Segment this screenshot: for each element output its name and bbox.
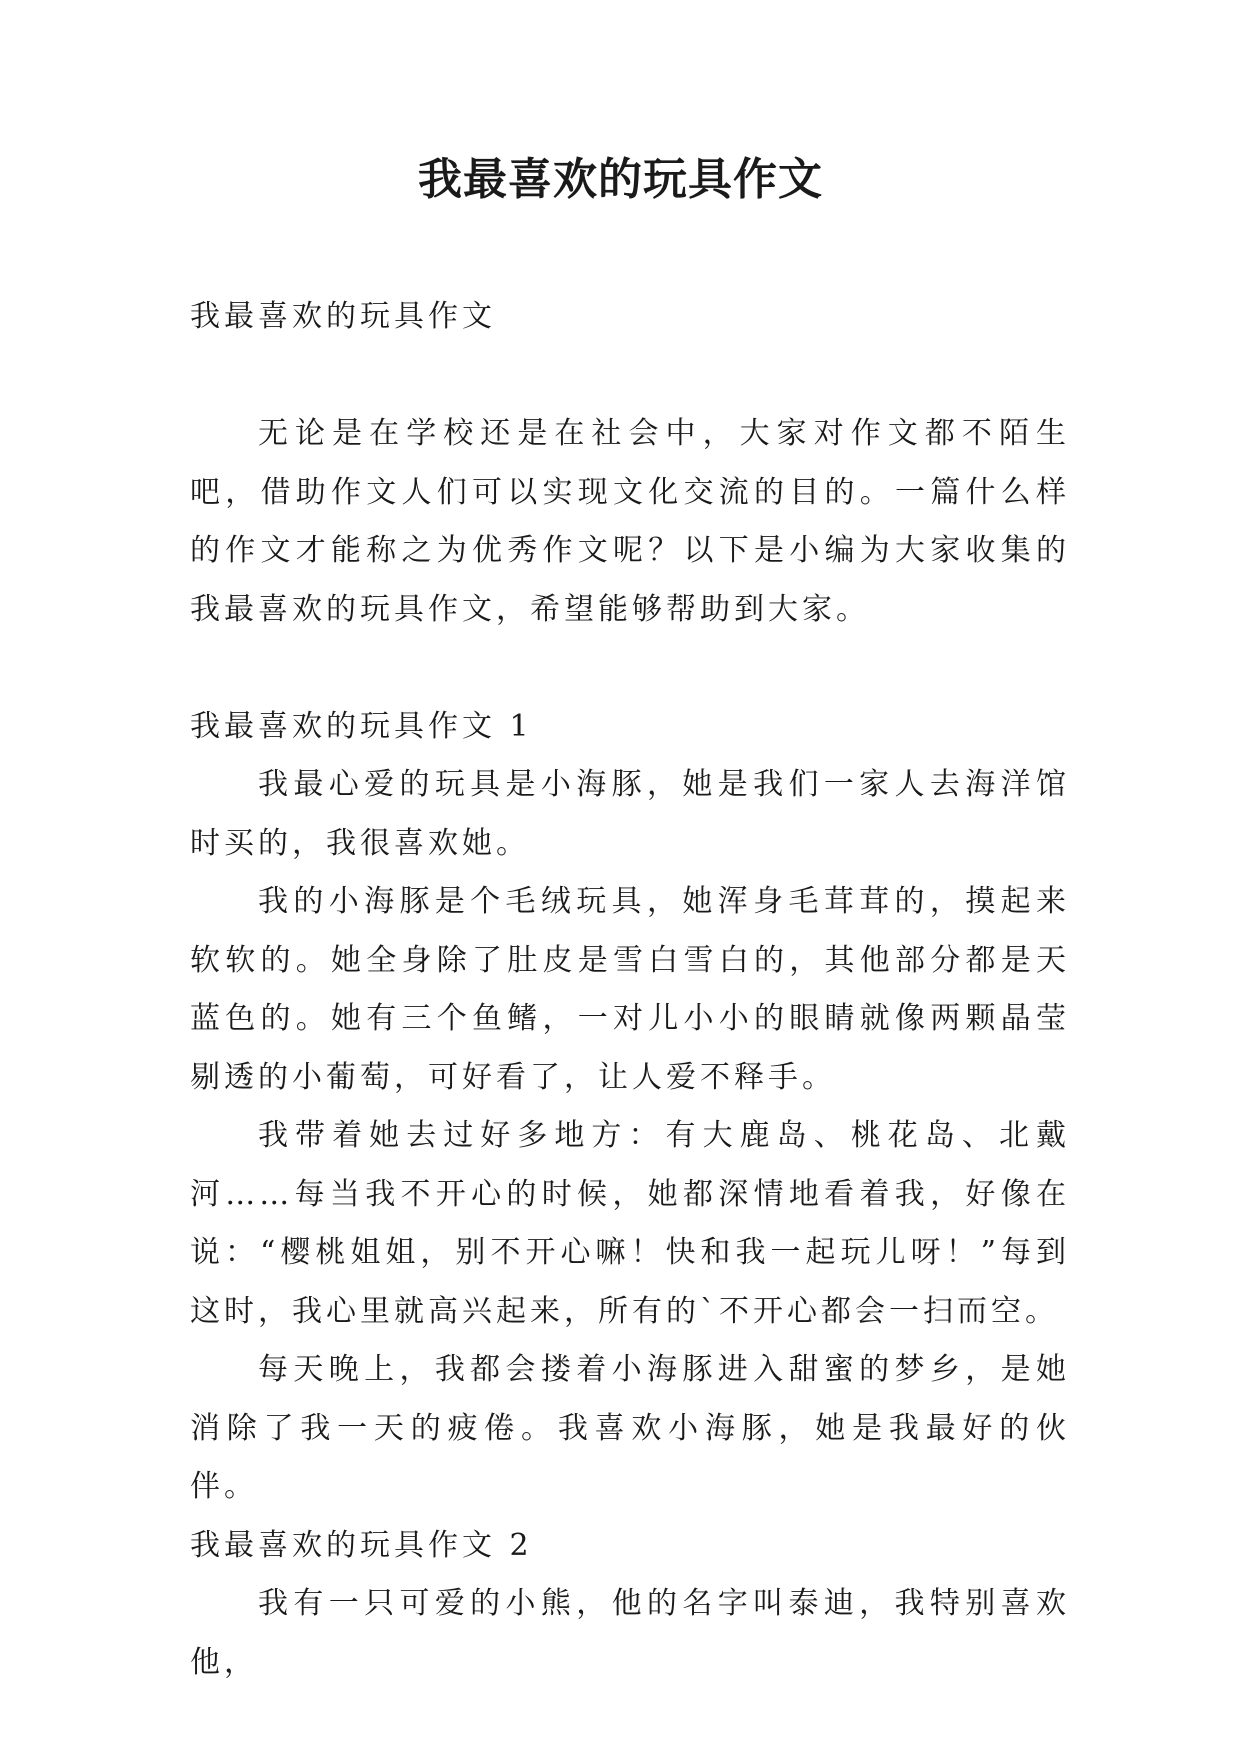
document-subtitle: 我最喜欢的玩具作文 (190, 299, 496, 334)
essay-2-paragraph-1: 我有一只可爱的小熊，他的名字叫泰迪，我特别喜欢他， (190, 1586, 1070, 1680)
essay-1-paragraph-3: 我带着她去过好多地方：有大鹿岛、桃花岛、北戴河……每当我不开心的时候，她都深情地看着我，好像在说：“樱桃姐姐，别不开心嘛！快和我一起玩儿呀！”每到这时，我心里就高兴起来，所有的`不开心都会一扫而空。 (190, 1118, 1070, 1329)
essay-1-paragraph-4: 每天晚上，我都会搂着小海豚进入甜蜜的梦乡，是她消除了我一天的疲倦。我喜欢小海豚，她是我最好的伙伴。 (190, 1352, 1070, 1504)
essay-1-paragraph-2: 我的小海豚是个毛绒玩具，她浑身毛茸茸的，摸起来软软的。她全身除了肚皮是雪白雪白的，其他部分都是天蓝色的。她有三个鱼鳍，一对儿小小的眼睛就像两颗晶莹剔透的小葡萄，可好看了，让人爱不释手。 (190, 884, 1070, 1095)
essay-1-paragraph-1: 我最心爱的玩具是小海豚，她是我们一家人去海洋馆时买的，我很喜欢她。 (190, 767, 1070, 861)
intro-paragraph: 无论是在学校还是在社会中，大家对作文都不陌生吧，借助作文人们可以实现文化交流的目的。一篇什么样的作文才能称之为优秀作文呢？以下是小编为大家收集的我最喜欢的玩具作文，希望能够帮助到大家。 (190, 416, 1070, 627)
spacer (190, 347, 1070, 406)
essay-1-heading: 我最喜欢的玩具作文 1 (190, 708, 533, 744)
spacer (190, 639, 1070, 698)
document-title: 我最喜欢的玩具作文 (418, 154, 823, 205)
essay-2-heading: 我最喜欢的玩具作文 2 (190, 1527, 533, 1563)
document-body (190, 288, 1070, 1692)
